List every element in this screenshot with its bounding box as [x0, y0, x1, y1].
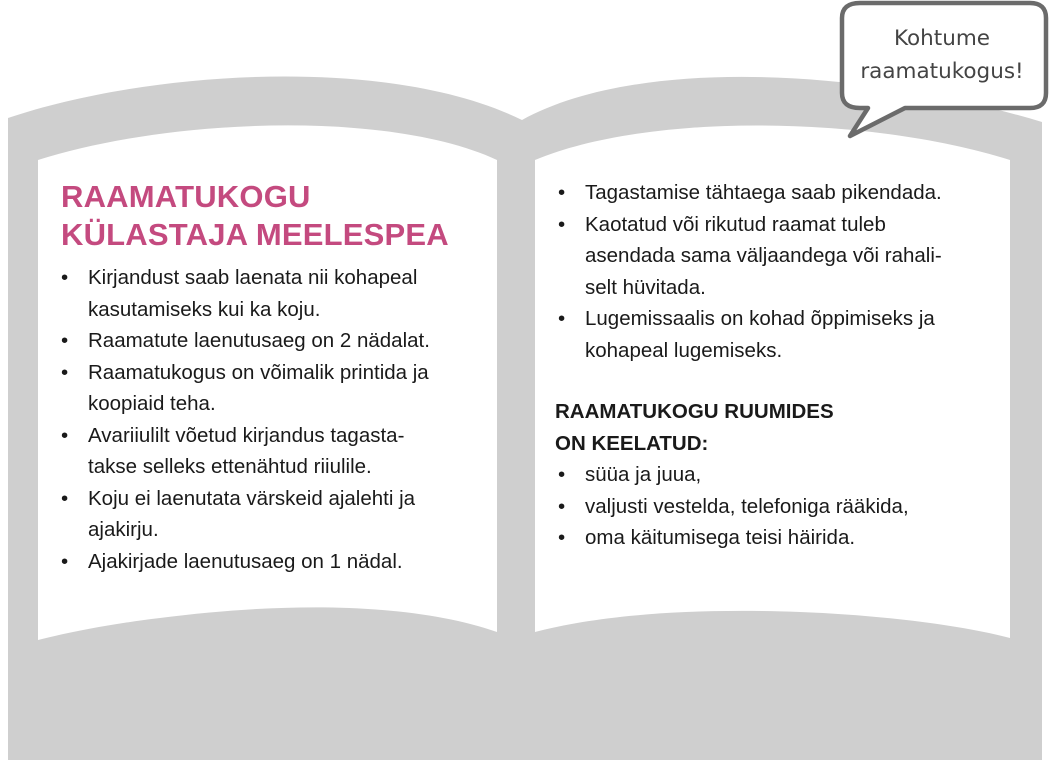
item-line: Ajakirjade laenutusaeg on 1 nädal. — [88, 549, 403, 573]
right-rules-list — [555, 177, 995, 366]
list-item — [58, 420, 498, 483]
title-line-2: KÜLASTAJA MEELESPEA — [61, 217, 449, 252]
forbidden-heading — [555, 396, 995, 459]
item-line: asendada sama väljaandega või rahali- — [585, 244, 942, 267]
right-page-content — [555, 177, 995, 554]
item-line: Avariiulilt võetud kirjandus tagasta- — [88, 423, 405, 447]
item-line: takse selleks ettenähtud riiulile. — [88, 455, 372, 478]
list-item — [58, 483, 498, 546]
item-line: Tagastamise tähtaega saab pikendada. — [585, 181, 942, 204]
list-item: • süüa ja juua, — [555, 459, 995, 491]
speech-bubble-text — [842, 22, 1042, 88]
item-line: Raamatute laenutusaeg on 2 nädalat. — [88, 329, 430, 352]
list-item — [58, 546, 498, 578]
heading-line: ON KEELATUD: — [555, 431, 709, 455]
item-line: Kaotatud või rikutud raamat tuleb — [585, 212, 886, 236]
list-item — [58, 325, 498, 357]
title-line-1: RAAMATUKOGU — [61, 179, 311, 214]
list-item: • oma käitumisega teisi häirida. — [555, 522, 995, 554]
bubble-line: raamatukogus! — [860, 59, 1024, 84]
item-line: selt hüvitada. — [585, 275, 706, 299]
list-item — [58, 357, 498, 420]
left-rules-list — [58, 262, 498, 577]
item-line: Koju ei laenutata värskeid ajalehti ja — [88, 486, 416, 510]
item-line: koopiaid teha. — [88, 392, 216, 415]
list-item — [58, 262, 498, 325]
item-line: kohapeal lugemiseks. — [585, 338, 783, 362]
item-line: kasutamiseks kui ka koju. — [88, 297, 321, 321]
item-line: Lugemissaalis on kohad õppimiseks ja — [585, 307, 935, 330]
list-item — [555, 303, 995, 366]
forbidden-list — [555, 459, 995, 554]
heading-line: RAAMATUKOGU RUUMIDES — [555, 400, 834, 423]
item-line: Kirjandust saab laenata nii kohapeal — [88, 266, 418, 289]
list-item — [555, 177, 995, 209]
item-line: Raamatukogus on võimalik printida ja — [88, 360, 429, 384]
item-line: ajakirju. — [88, 518, 159, 541]
left-page-content — [58, 178, 498, 577]
page-title — [61, 178, 498, 254]
list-item — [555, 209, 995, 304]
list-item: • valjusti vestelda, telefoniga rääkida, — [555, 491, 995, 523]
bubble-line: Kohtume — [893, 26, 991, 51]
